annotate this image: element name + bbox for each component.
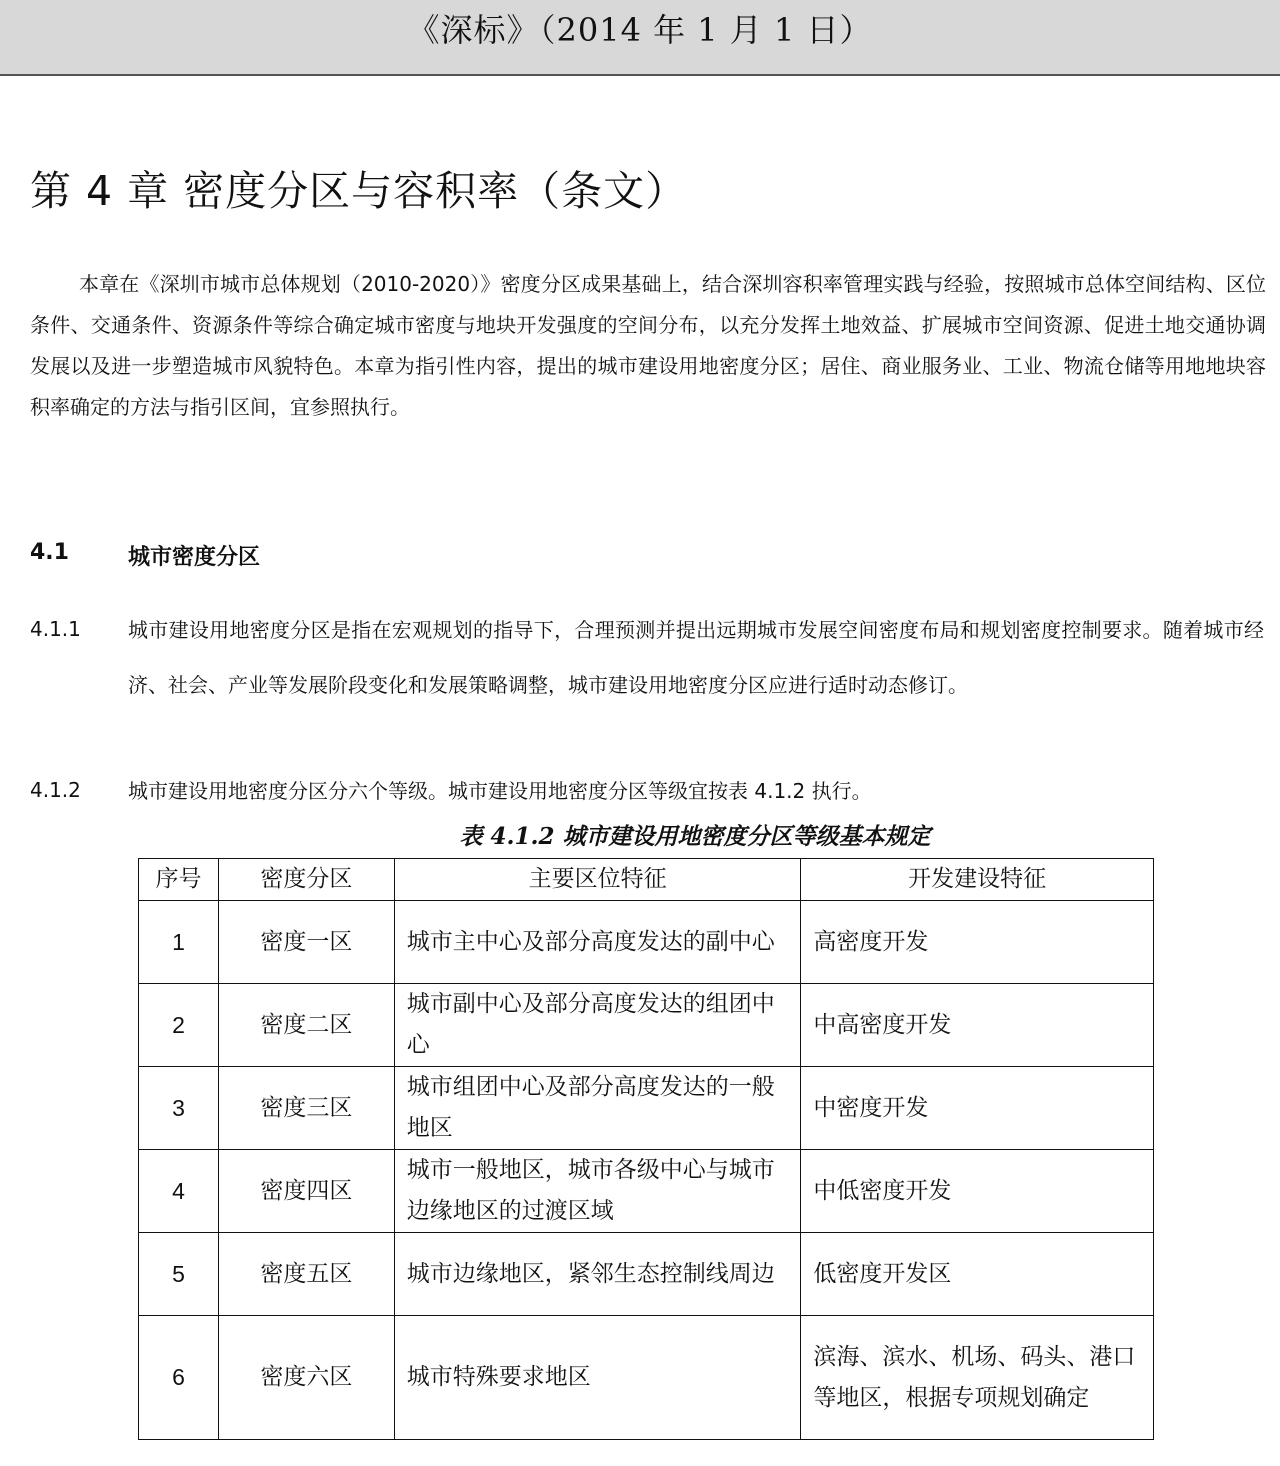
cell-location: 城市一般地区，城市各级中心与城市边缘地区的过渡区域	[394, 1150, 801, 1233]
cell-location: 城市组团中心及部分高度发达的一般地区	[394, 1067, 801, 1150]
cell-development: 中低密度开发	[801, 1150, 1154, 1233]
clause-number: 4.1.2	[30, 778, 81, 802]
cell-no: 5	[139, 1233, 219, 1316]
cell-no: 2	[139, 984, 219, 1067]
cell-no: 6	[139, 1316, 219, 1440]
cell-location: 城市边缘地区，紧邻生态控制线周边	[394, 1233, 801, 1316]
cell-zone: 密度六区	[218, 1316, 394, 1440]
table-row	[139, 1067, 1154, 1150]
table-row	[139, 1150, 1154, 1233]
cell-zone: 密度一区	[218, 901, 394, 984]
cell-development: 中高密度开发	[801, 984, 1154, 1067]
cell-development: 高密度开发	[801, 901, 1154, 984]
cell-zone: 密度四区	[218, 1150, 394, 1233]
document-header-title: 《深标》（2014 年 1 月 1 日）	[407, 11, 873, 49]
chapter-intro: 本章在《深圳市城市总体规划（2010-2020）》密度分区成果基础上，结合深圳容积率管理实践与经验，按照城市总体空间结构、区位条件、交通条件、资源条件等综合确定城市密度与地块开发强度的空间分布，以充分发挥土地效益、扩展城市空间资源、促进土地交通协调发展以及进一步塑造城市风貌特色。本章为指引性内容，提出的城市建设用地密度分区；居住、商业服务业、工业、物流仓储等用地地块容积率确定的方法与指引区间，宜参照执行。	[30, 272, 1266, 419]
column-header: 主要区位特征	[394, 859, 801, 901]
column-header: 开发建设特征	[801, 859, 1154, 901]
table-row	[139, 1233, 1154, 1316]
table-row	[139, 984, 1154, 1067]
table-caption: 表 4.1.2 城市建设用地密度分区等级基本规定	[459, 823, 931, 850]
document-header-bar	[0, 0, 1280, 76]
table-row	[139, 901, 1154, 984]
cell-development: 滨海、滨水、机场、码头、港口等地区，根据专项规划确定	[801, 1316, 1154, 1440]
cell-location: 城市副中心及部分高度发达的组团中心	[394, 984, 801, 1067]
column-header: 序号	[139, 859, 219, 901]
cell-development: 中密度开发	[801, 1067, 1154, 1150]
section-number: 4.1	[30, 540, 69, 565]
column-header: 密度分区	[218, 859, 394, 901]
chapter-title: 第 4 章 密度分区与容积率（条文）	[30, 167, 688, 215]
clause-number: 4.1.1	[30, 617, 81, 641]
clause-text: 城市建设用地密度分区是指在宏观规划的指导下，合理预测并提出远期城市发展空间密度布局和规划密度控制要求。随着城市经济、社会、产业等发展阶段变化和发展策略调整，城市建设用地密度分区应进行适时动态修订。	[128, 618, 1264, 697]
clause-text: 城市建设用地密度分区分六个等级。城市建设用地密度分区等级宜按表 4.1.2 执行。	[128, 779, 872, 803]
cell-no: 1	[139, 901, 219, 984]
cell-development: 低密度开发区	[801, 1233, 1154, 1316]
section-title: 城市密度分区	[128, 545, 261, 570]
cell-zone: 密度二区	[218, 984, 394, 1067]
cell-location: 城市特殊要求地区	[394, 1316, 801, 1440]
table-header-row	[139, 859, 1154, 901]
cell-no: 4	[139, 1150, 219, 1233]
cell-zone: 密度三区	[218, 1067, 394, 1150]
cell-zone: 密度五区	[218, 1233, 394, 1316]
table-row	[139, 1316, 1154, 1440]
density-zone-table	[138, 858, 1154, 1440]
cell-location: 城市主中心及部分高度发达的副中心	[394, 901, 801, 984]
cell-no: 3	[139, 1067, 219, 1150]
